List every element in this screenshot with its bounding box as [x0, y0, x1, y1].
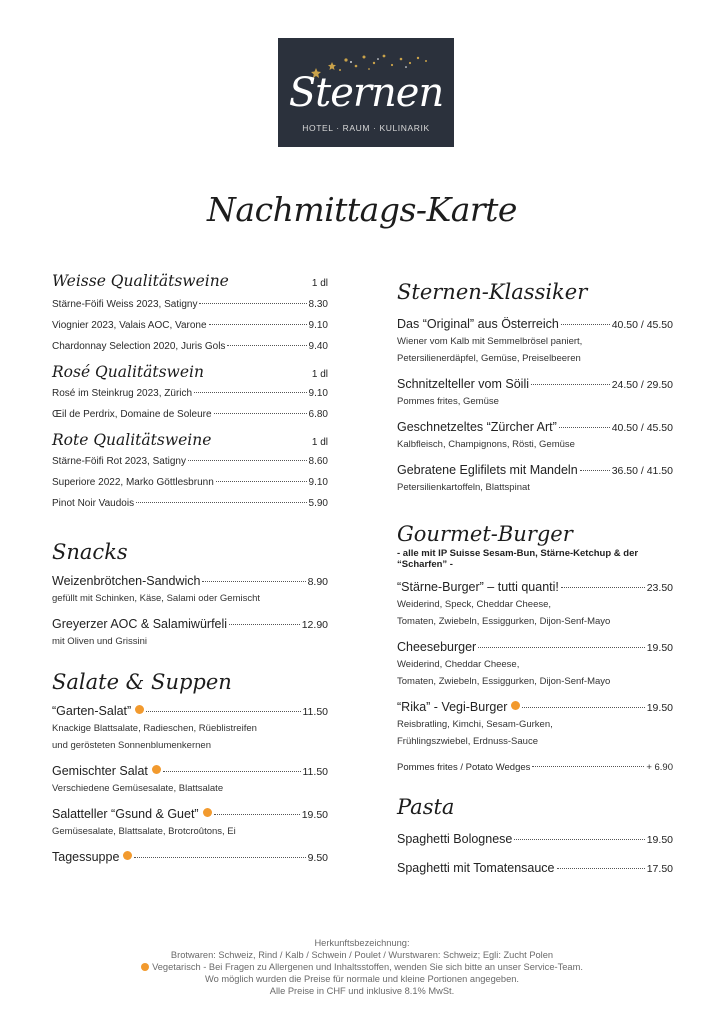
section-heading	[397, 795, 673, 819]
item-name: Œil de Perdrix, Domaine de Soleure	[52, 409, 212, 420]
footer	[0, 937, 724, 997]
right-column	[397, 280, 673, 877]
item-price: 9.50	[307, 852, 328, 864]
item-price: 12.90	[301, 619, 328, 631]
item-price: 17.50	[646, 863, 673, 875]
item-description: Knackige Blattsalate, Radieschen, Rüeblistreifen	[52, 723, 257, 734]
section-heading	[52, 670, 328, 694]
side-dish	[397, 762, 673, 773]
leader-dots	[188, 460, 307, 461]
item-price: 19.50	[646, 642, 673, 654]
menu-item	[397, 579, 673, 630]
item-price: 8.90	[307, 576, 328, 588]
leader-dots	[227, 345, 306, 346]
item-name: Superiore 2022, Marko Göttlesbrunn	[52, 477, 214, 488]
item-name: Gemischter Salat	[52, 764, 148, 778]
item-name: Cheeseburger	[397, 640, 477, 654]
menu-item	[52, 703, 328, 754]
footer-line: Herkunftsbezeichnung:	[314, 938, 410, 948]
menu-item	[52, 294, 328, 315]
menu-item	[52, 472, 328, 493]
leader-dots	[216, 481, 307, 482]
item-price: 19.50	[646, 702, 673, 714]
item-price: 19.50	[646, 834, 673, 846]
item-name: Stärne-Föifi Weiss 2023, Satigny	[52, 299, 198, 310]
menu-item	[397, 376, 673, 410]
item-name: Pommes frites / Potato Wedges	[397, 762, 531, 773]
item-description: Frühlingszwiebel, Erdnuss-Sauce	[397, 736, 538, 747]
item-price: 5.90	[308, 498, 328, 509]
vegetarian-icon	[152, 765, 161, 774]
item-name: Stärne-Föifi Rot 2023, Satigny	[52, 456, 186, 467]
leader-dots	[478, 647, 645, 648]
leader-dots	[514, 839, 644, 840]
section-heading	[52, 272, 328, 290]
leader-dots	[522, 707, 644, 708]
menu-item	[52, 383, 328, 404]
leader-dots	[559, 427, 610, 428]
item-price: 23.50	[646, 582, 673, 594]
vegetarian-icon	[135, 705, 144, 714]
section-title: Snacks	[52, 540, 128, 564]
menu-item	[52, 806, 328, 840]
footer-text: Vegetarisch - Bei Fragen zu Allergenen und Inhaltsstoffen, wenden Sie sich bitte an unser Service-Team.	[152, 962, 583, 972]
menu-item	[52, 849, 328, 866]
section-heading	[397, 280, 673, 304]
item-price: 8.60	[308, 456, 328, 467]
menu-item	[52, 336, 328, 357]
section-title: Weisse Qualitätsweine	[52, 272, 229, 290]
menu-item	[52, 315, 328, 336]
leader-dots	[214, 814, 300, 815]
leader-dots	[531, 384, 610, 385]
section-heading	[52, 363, 328, 381]
item-price: 40.50 / 45.50	[611, 319, 673, 331]
menu-item	[52, 493, 328, 514]
leader-dots	[557, 868, 645, 869]
item-description: Verschiedene Gemüsesalate, Blattsalate	[52, 783, 224, 794]
item-price: 40.50 / 45.50	[611, 422, 673, 434]
item-name: Spaghetti mit Tomatensauce	[397, 861, 555, 875]
footer-line: Wo möglich wurden die Preise für normale und kleine Portionen angegeben.	[204, 974, 520, 984]
item-name: Spaghetti Bolognese	[397, 832, 513, 846]
section-title: Gourmet-Burger	[397, 522, 573, 546]
section-title: Salate & Suppen	[52, 670, 232, 694]
item-name: Pinot Noir Vaudois	[52, 498, 135, 509]
item-name: Schnitzelteller vom Söili	[397, 377, 529, 391]
footer-line: Brotwaren: Schweiz, Rind / Kalb / Schwein / Poulet / Wurstwaren: Schweiz; Egli: Zucht Polen	[170, 950, 554, 960]
menu-item	[397, 699, 673, 750]
item-description: Gemüsesalate, Blattsalate, Brotcroûtons, Ei	[52, 826, 236, 837]
item-description: Tomaten, Zwiebeln, Essiggurken, Dijon-Senf-Mayo	[397, 676, 611, 687]
menu-item	[52, 404, 328, 425]
leader-dots	[136, 502, 306, 503]
item-name: Tagessuppe	[52, 850, 120, 864]
item-price: 36.50 / 41.50	[611, 465, 673, 477]
section-title: Sternen-Klassiker	[397, 280, 588, 304]
item-description: Weiderind, Cheddar Cheese,	[397, 659, 520, 670]
unit-label: 1 dl	[311, 437, 328, 448]
leader-dots	[214, 413, 307, 414]
item-name: Salatteller “Gsund & Guet”	[52, 807, 199, 821]
item-name: Geschnetzeltes “Zürcher Art”	[397, 420, 557, 434]
leader-dots	[199, 303, 306, 304]
leader-dots	[561, 587, 645, 588]
menu-item	[52, 451, 328, 472]
page-title: Nachmittags-Karte	[207, 190, 517, 229]
section-title: Pasta	[397, 795, 455, 819]
vegetarian-icon	[511, 701, 520, 710]
unit-label: 1 dl	[311, 369, 328, 380]
item-description: Kalbfleisch, Champignons, Rösti, Gemüse	[397, 439, 575, 450]
leader-dots	[580, 470, 610, 471]
menu-item	[397, 860, 673, 877]
menu-item	[52, 573, 328, 607]
footer-line-vegetarian	[0, 961, 724, 973]
item-description: Petersilienerdäpfel, Gemüse, Preiselbeeren	[397, 353, 581, 364]
item-description: mit Oliven und Grissini	[52, 636, 148, 647]
item-name: “Garten-Salat”	[52, 704, 132, 718]
section-heading	[397, 522, 673, 546]
unit-label: 1 dl	[311, 278, 328, 289]
logo-name: Sternen	[288, 70, 444, 116]
item-name: Greyerzer AOC & Salamiwürfeli	[52, 617, 228, 631]
leader-dots	[202, 581, 305, 582]
item-price: 9.40	[308, 341, 328, 352]
menu-item	[397, 419, 673, 453]
section-heading	[52, 431, 328, 449]
leader-dots	[134, 857, 305, 858]
item-name: “Stärne-Burger” – tutti quanti!	[397, 580, 559, 594]
leader-dots	[163, 771, 301, 772]
leader-dots	[146, 711, 300, 712]
leader-dots	[561, 324, 610, 325]
item-description: Pommes frites, Gemüse	[397, 396, 499, 407]
item-name: Das “Original” aus Österreich	[397, 317, 559, 331]
footer-line: Alle Preise in CHF und inklusive 8.1% MwSt.	[269, 986, 455, 996]
leader-dots	[194, 392, 306, 393]
item-description: Reisbratling, Kimchi, Sesam-Gurken,	[397, 719, 553, 730]
item-name: Chardonnay Selection 2020, Juris Gols	[52, 341, 226, 352]
item-price: 19.50	[301, 809, 328, 821]
item-description: Tomaten, Zwiebeln, Essiggurken, Dijon-Senf-Mayo	[397, 616, 611, 627]
menu-item	[52, 763, 328, 797]
section-subtitle: - alle mit IP Suisse Sesam-Bun, Stärne-Ketchup & der “Scharfen” -	[397, 548, 639, 570]
menu-item	[397, 462, 673, 496]
item-name: Gebratene Eglifilets mit Mandeln	[397, 463, 578, 477]
vegetarian-icon	[141, 963, 149, 971]
item-name: “Rika” - Vegi-Burger	[397, 700, 508, 714]
left-column	[52, 272, 328, 866]
menu-item	[52, 616, 328, 650]
item-price: 9.10	[308, 388, 328, 399]
section-title: Rosé Qualitätswein	[52, 363, 204, 381]
item-price: 6.80	[308, 409, 328, 420]
item-price: 9.10	[308, 477, 328, 488]
item-name: Viognier 2023, Valais AOC, Varone	[52, 320, 207, 331]
item-price: 9.10	[308, 320, 328, 331]
menu-item	[397, 831, 673, 848]
section-heading	[52, 540, 328, 564]
item-price: 11.50	[302, 766, 328, 778]
item-description: Wiener vom Kalb mit Semmelbrösel paniert,	[397, 336, 583, 347]
leader-dots	[209, 324, 307, 325]
item-description: Petersilienkartoffeln, Blattspinat	[397, 482, 530, 493]
item-price: 24.50 / 29.50	[611, 379, 673, 391]
item-price: + 6.90	[646, 762, 673, 773]
logo-tagline: HOTEL · RAUM · KULINARIK	[302, 123, 430, 133]
menu-item	[397, 639, 673, 690]
logo	[278, 38, 454, 147]
item-description: gefüllt mit Schinken, Käse, Salami oder Gemischt	[52, 593, 261, 604]
vegetarian-icon	[203, 808, 212, 817]
item-description: und gerösteten Sonnenblumenkernen	[52, 740, 211, 751]
item-description: Weiderind, Speck, Cheddar Cheese,	[397, 599, 552, 610]
menu-item	[397, 316, 673, 367]
item-name: Weizenbrötchen-Sandwich	[52, 574, 201, 588]
item-price: 11.50	[302, 706, 328, 718]
leader-dots	[532, 766, 644, 767]
section-title: Rote Qualitätsweine	[52, 431, 212, 449]
leader-dots	[229, 624, 300, 625]
vegetarian-icon	[123, 851, 132, 860]
item-name: Rosé im Steinkrug 2023, Zürich	[52, 388, 193, 399]
item-price: 8.30	[308, 299, 328, 310]
